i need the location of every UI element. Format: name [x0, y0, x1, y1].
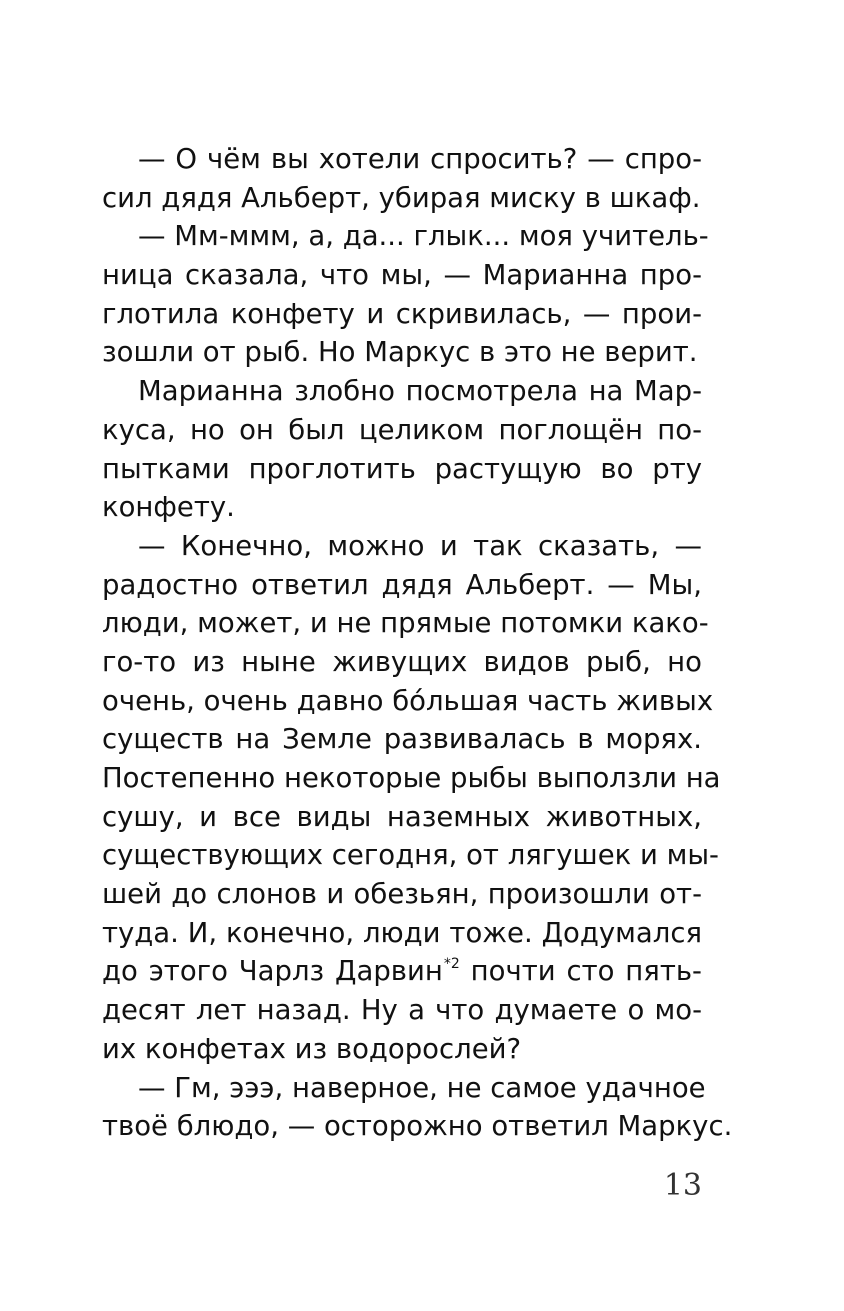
text-line: Постепенно некоторые рыбы выползли на	[102, 762, 721, 794]
text-line: глотила конфету и скривилась, — прои-	[102, 297, 702, 330]
text-line: — Мм-ммм, а, да... глык... моя учитель-	[138, 220, 709, 253]
text-line: туда. И, конечно, люди тоже. Додумался	[102, 916, 702, 949]
text-line: го-то из ныне живущих видов рыб, но	[102, 645, 702, 678]
text-line: радостно ответил дядя Альберт. — Мы,	[102, 568, 702, 601]
text-line: сил дядя Альберт, убирая миску в шкаф.	[102, 181, 701, 214]
paragraph-5	[102, 1069, 733, 1146]
text-line: — Конечно, можно и так сказать, —	[138, 529, 702, 562]
darwin-text-tail: почти сто пять-	[459, 955, 702, 988]
text-line: зошли от рыб. Но Маркус в это не верит.	[102, 336, 698, 369]
paragraph-3	[102, 372, 702, 527]
darwin-text: до этого Чарлз Дарвин	[102, 955, 443, 988]
text-line: десят лет назад. Ну а что думаете о мо-	[102, 994, 702, 1027]
paragraph-4	[102, 527, 721, 1069]
text-line: — О чём вы хотели спросить? — спро-	[138, 143, 702, 175]
paragraph-1	[102, 140, 702, 217]
paragraph-2	[102, 217, 709, 372]
text-line: существ на Земле развивалась в морях.	[102, 723, 702, 756]
text-line: их конфетах из водорослей?	[102, 1032, 522, 1065]
book-text	[102, 140, 733, 1146]
text-line: куса, но он был целиком поглощён по-	[102, 413, 702, 446]
text-line-with-footnote	[102, 952, 702, 991]
text-line: — Гм, эээ, наверное, не самое удачное	[138, 1071, 706, 1104]
text-line: шей до слонов и обезьян, произошли от-	[102, 878, 702, 911]
text-line: твоё блюдо, — осторожно ответил Маркус.	[102, 1110, 733, 1143]
text-line: Марианна злобно посмотрела на Мар-	[138, 375, 702, 408]
text-line: конфету.	[102, 491, 235, 524]
text-line: пытками проглотить растущую во рту	[102, 452, 702, 485]
footnote-marker[interactable]: *2	[443, 956, 460, 973]
text-line: ница сказала, что мы, — Марианна про-	[102, 259, 702, 292]
text-line: существующих сегодня, от лягушек и мы-	[102, 839, 719, 872]
text-line: сушу, и все виды наземных животных,	[102, 800, 702, 833]
text-line: люди, может, и не прямые потомки како-	[102, 607, 709, 640]
page-number: 13	[663, 1168, 702, 1203]
text-line: очень, очень давно бóльшая часть живых	[102, 684, 714, 717]
